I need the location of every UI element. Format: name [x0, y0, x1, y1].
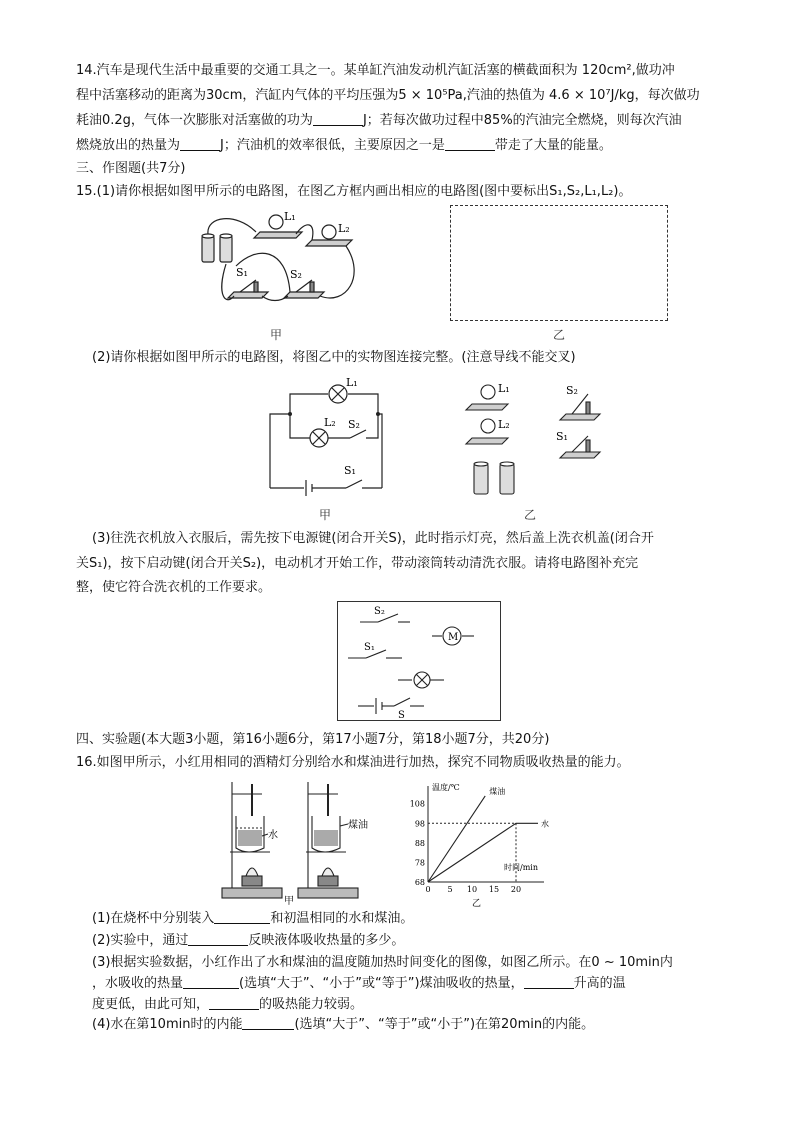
q16-part-3-line-3 [92, 996, 742, 1014]
q15-line-1: 15.(1)请你根据如图甲所示的电路图，在图乙方框内画出相应的电路图(图中要标出S₁,S₂,L₁,L₂)。 [76, 184, 632, 199]
y-axis-label: 温度/℃ [432, 783, 460, 792]
q14-line-2: 程中活塞移动的距离为30cm，汽缸内气体的平均压强为5 × 10⁵Pa,汽油的热值为 4.6 × 10⁷J/kg，每次做功 [76, 88, 700, 103]
label-L2: L₂ [324, 416, 336, 429]
x-tick-label: 0 [425, 885, 431, 894]
q16-part-3-line-2 [92, 975, 742, 993]
answer-blank[interactable] [180, 137, 220, 151]
figure-1a-physical-circuit [196, 206, 366, 318]
label-S2: S₂ [566, 384, 578, 397]
answer-blank[interactable] [209, 996, 259, 1010]
x-tick-label: 20 [510, 885, 522, 894]
x-tick-label: 10 [466, 885, 478, 894]
section-3-heading: 三、作图题(共7分) [76, 161, 186, 176]
q16-text: (4)水在第10min时的内能 [92, 1017, 243, 1032]
q16-part-2 [92, 932, 742, 950]
label-motor-M: M [448, 632, 459, 643]
y-tick-label: 108 [409, 799, 425, 809]
series-label: 煤油 [489, 786, 506, 796]
label-kerosene: 煤油 [348, 820, 368, 831]
figure-16b-caption: 乙 [472, 899, 482, 909]
q14-text: 带走了大量的能量。 [494, 138, 612, 153]
y-tick-label: 98 [414, 819, 425, 829]
label-S2: S₂ [374, 606, 385, 617]
q14-line-1: 14.汽车是现代生活中最重要的交通工具之一。某单缸汽油发动机汽缸活塞的横截面积为 120cm²,做功冲 [76, 63, 675, 78]
drawing-area-box[interactable] [450, 205, 668, 321]
q16-text: 度更低，由此可知， [92, 997, 210, 1012]
x-tick-label: 5 [447, 885, 453, 894]
q15-part-3-line-3: 整，使它符合洗衣机的工作要求。 [76, 580, 272, 595]
q15-part-3-line-2: 关S₁)，按下启动键(闭合开关S₂)，电动机才开始工作，带动滚筒转动清洗衣服。请将电路图补充完 [76, 556, 639, 571]
answer-blank[interactable] [445, 137, 495, 151]
q16-text: (2)实验中，通过 [92, 933, 189, 948]
q14-text: 燃烧放出的热量为 [76, 138, 181, 153]
label-S1: S₁ [236, 266, 248, 279]
answer-blank[interactable] [524, 975, 574, 989]
q16-text: ，水吸收的热量 [92, 976, 184, 991]
q15-part-2: (2)请你根据如图甲所示的电路图，将图乙中的实物图连接完整。(注意导线不能交叉) [92, 350, 576, 365]
label-L1: L₁ [498, 382, 510, 395]
q14-text: J；若每次做功过程中85%的汽油完全燃烧，则每次汽油 [362, 113, 682, 128]
answer-blank[interactable] [183, 975, 239, 989]
q16-text: (选填“大于”、“小于”或“等于”)煤油吸收的热量， [239, 976, 524, 991]
label-S1: S₁ [556, 430, 568, 443]
figure-16a-caption: 甲 [284, 896, 294, 907]
figure-1b-caption: 乙 [553, 328, 566, 342]
q16-line-1: 16.如图甲所示，小红用相同的酒精灯分别给水和煤油进行加热，探究不同物质吸收热量的能力。 [76, 755, 630, 770]
y-tick-label: 68 [414, 878, 425, 887]
figure-1a-caption: 甲 [270, 328, 283, 342]
figure-2b-caption: 乙 [524, 508, 537, 522]
q14-text: J；汽油机的效率很低，主要原因之一是 [220, 138, 445, 153]
q16-text: 的吸热能力较弱。 [259, 997, 364, 1012]
q14-text: 耗油0.2g，气体一次膨胀对活塞做的功为 [76, 113, 313, 128]
series-line-kerosene [428, 796, 485, 882]
label-water: 水 [268, 830, 278, 841]
label-S2: S₂ [348, 418, 360, 431]
q16-part-4 [92, 1016, 742, 1034]
label-S2: S₂ [290, 268, 302, 281]
label-L1: L₁ [284, 210, 296, 223]
answer-blank[interactable] [188, 932, 248, 946]
figure-3-circuit [340, 604, 496, 721]
figure-2b-parts [462, 380, 612, 496]
answer-blank[interactable] [313, 112, 363, 126]
q16-text: 反映液体吸收热量的多少。 [248, 933, 405, 948]
answer-blank[interactable] [242, 1016, 294, 1030]
q14-line-3 [76, 112, 726, 130]
figure-16b-chart [404, 782, 554, 912]
label-L2: L₂ [498, 418, 510, 431]
q16-text: 和初温相同的水和煤油。 [270, 911, 414, 926]
q16-text: (选填“大于”、“等于”或“小于”)在第20min的内能。 [294, 1017, 595, 1032]
figure-2a-schematic [266, 378, 386, 490]
figure-2a-caption: 甲 [319, 508, 332, 522]
series-label: 水 [541, 819, 549, 829]
y-tick-label: 78 [414, 858, 425, 868]
label-S: S [398, 710, 405, 721]
x-axis-label: 时间/min [504, 863, 538, 872]
section-4-heading: 四、实验题(本大题3小题，第16小题6分，第17小题7分，第18小题7分，共20分) [76, 732, 550, 747]
y-tick-label: 88 [414, 838, 425, 848]
q16-part-1 [92, 910, 742, 928]
q15-part-3-line-1: (3)往洗衣机放入衣服后，需先按下电源键(闭合开关S)，此时指示灯亮，然后盖上洗衣机盖(闭合开 [92, 531, 654, 546]
q16-text: 升高的温 [573, 976, 626, 991]
q16-text: (1)在烧杯中分别装入 [92, 911, 215, 926]
label-L1: L₁ [346, 376, 358, 389]
label-S1: S₁ [344, 464, 356, 477]
figure-16a-apparatus [218, 780, 368, 907]
q16-part-3-line-1: (3)根据实验数据，小红作出了水和煤油的温度随加热时间变化的图像，如图乙所示。在0 ~ 10min内 [92, 955, 673, 970]
q14-line-4 [76, 137, 726, 155]
label-S1: S₁ [364, 642, 375, 653]
label-L2: L₂ [338, 222, 350, 235]
answer-blank[interactable] [214, 910, 270, 924]
x-tick-label: 15 [488, 885, 500, 894]
series-line-water [428, 823, 538, 882]
